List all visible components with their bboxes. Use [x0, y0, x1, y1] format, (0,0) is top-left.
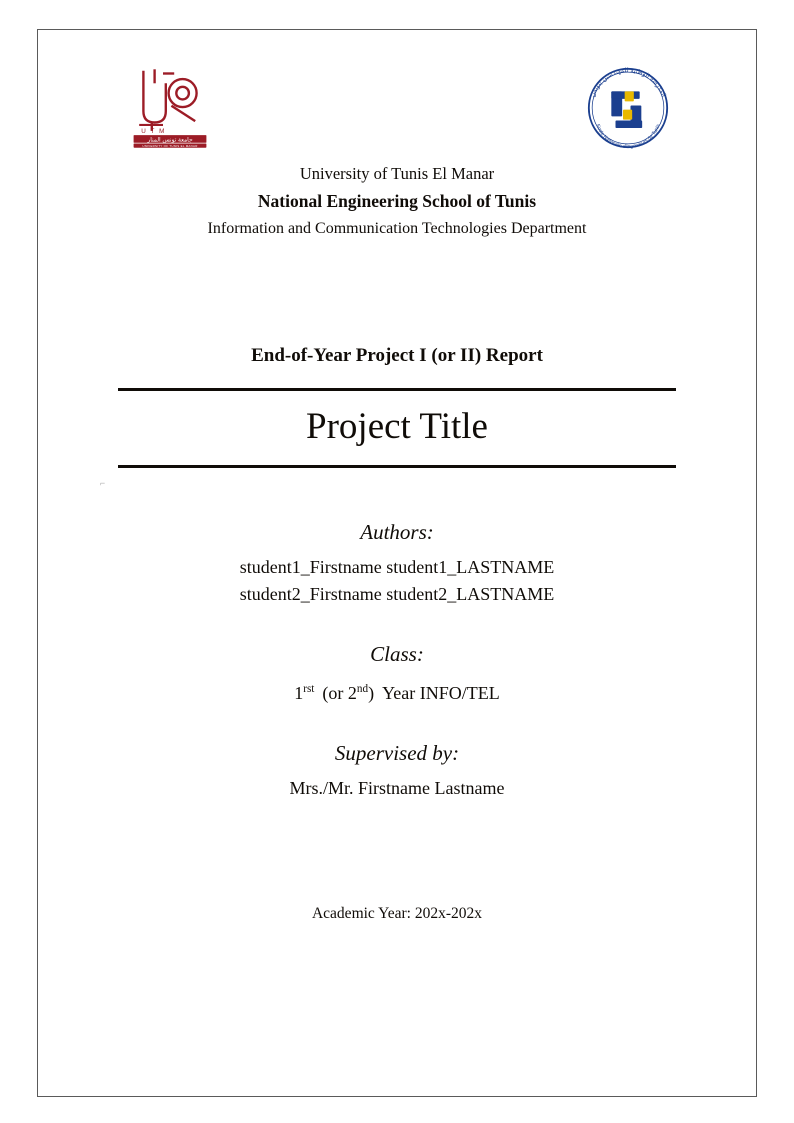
department-name: Information and Communication Technologies Department — [207, 220, 587, 237]
class-first-sup: rst — [303, 683, 315, 695]
report-type: End-of-Year Project I (or II) Report — [251, 345, 543, 366]
page-title: Project Title — [306, 406, 488, 447]
svg-text:Ecole Nationale d'Ingenieurs d: Ecole Nationale d'Ingenieurs de Tunis — [594, 123, 662, 151]
class-label: Class: — [370, 642, 424, 666]
title-block — [118, 388, 676, 468]
supervisor-label: Supervised by: — [334, 741, 460, 765]
class-second-sup: nd — [356, 683, 369, 695]
title-rule-bottom — [118, 465, 676, 468]
enit-logo — [578, 58, 678, 158]
svg-text:المدرسة الوطنية للمهندسين بتون: المدرسة الوطنية للمهندسين بتونس — [589, 67, 667, 99]
supervisor-name: Mrs./Mr. Firstname Lastname — [289, 778, 505, 798]
svg-text:UNIVERSITY OF TUNIS EL MANAR: UNIVERSITY OF TUNIS EL MANAR — [142, 144, 198, 148]
academic-year: Academic Year: 202x-202x — [311, 905, 483, 922]
author-1: student1_Firstname student1_LASTNAME — [239, 557, 555, 577]
svg-text:جامعة تونس المنار: جامعة تونس المنار — [147, 137, 193, 144]
svg-text:U T M: U T M — [141, 128, 166, 135]
institution-header — [38, 160, 756, 242]
university-name: University of Tunis El Manar — [299, 164, 495, 183]
utm-logo — [128, 62, 212, 148]
page-content — [38, 30, 756, 1096]
author-2: student2_Firstname student2_LASTNAME — [239, 584, 555, 604]
school-name: National Engineering School of Tunis — [257, 191, 537, 211]
authors-label: Authors: — [360, 520, 434, 544]
class-end: Year INFO/TEL — [382, 683, 500, 703]
class-middle: (or 2 — [322, 683, 357, 703]
class-value — [38, 676, 756, 707]
stray-mark: ⌐ — [100, 478, 106, 488]
meta-block — [38, 520, 756, 802]
class-first: 1 — [294, 683, 304, 703]
class-tail: ) — [368, 683, 375, 703]
